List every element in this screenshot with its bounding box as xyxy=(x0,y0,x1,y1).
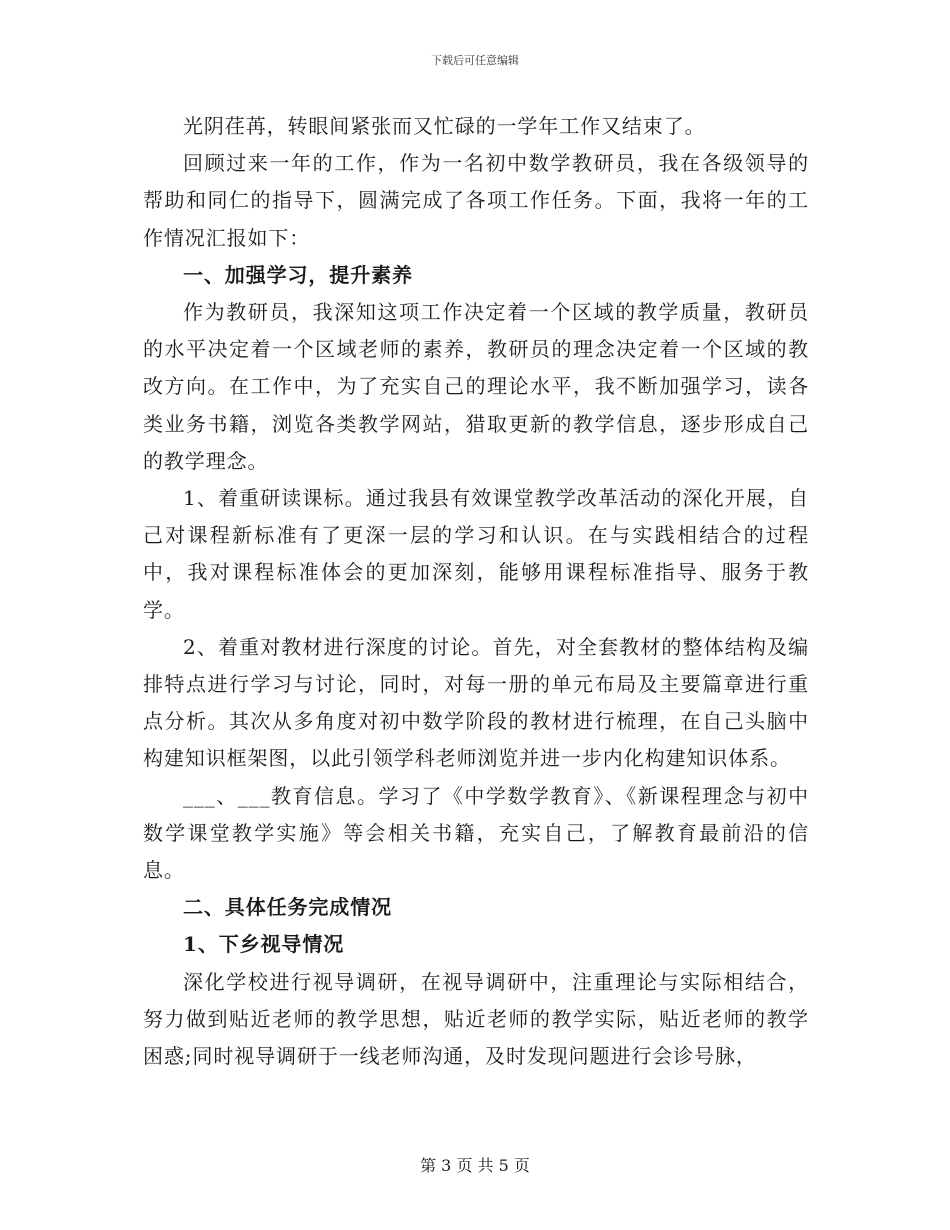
section-heading-study: 一、加强学习，提升素养 xyxy=(183,262,413,287)
paragraph-intro: 光阴荏苒，转眼间紧张而又忙碌的一学年工作又结束了。 xyxy=(183,114,706,138)
paragraph-curriculum: 1、着重研读课标。通过我县有效课堂教学改革活动的深化开展，自己对课程新标准有了更深一层的学习和认识。在与实践相结合的过程中，我对课程标准体会的更加深刻，能够用课程标准指导、服务于教学。 xyxy=(143,486,809,622)
subsection-heading-visits: 1、下乡视导情况 xyxy=(183,932,345,957)
page-header: 下载后可任意编辑 xyxy=(431,54,519,67)
paragraph-visits: 深化学校进行视导调研，在视导调研中，注重理论与实际相结合，努力做到贴近老师的教学思想，贴近老师的教学实际，贴近老师的教学困惑;同时视导调研于一线老师沟通，及时发现问题进行会诊号脉， xyxy=(143,969,809,1069)
page-footer: 第 3 页 共 5 页 xyxy=(420,1156,530,1175)
paragraph-textbook: 2、着重对教材进行深度的讨论。首先，对全套教材的整体结构及编排特点进行学习与讨论，同时，对每一册的单元布局及主要篇章进行重点分析。其次从多角度对初中数学阶段的教材进行梳理，在自己头脑中构建知识框架图，以此引领学科老师浏览并进一步内化构建知识体系。 xyxy=(143,634,809,771)
paragraph-study: 作为教研员，我深知这项工作决定着一个区域的教学质量，教研员的水平决定着一个区域老师的素养，教研员的理念决定着一个区域的教改方向。在工作中，为了充实自己的理论水平，我不断加强学习，读各类业务书籍，浏览各类教学网站，猎取更新的教学信息，逐步形成自己的教学理念。 xyxy=(143,300,809,473)
paragraph-review: 回顾过来一年的工作，作为一名初中数学教研员，我在各级领导的帮助和同仁的指导下，圆满完成了各项工作任务。下面，我将一年的工作情况汇报如下： xyxy=(143,151,809,250)
document-body xyxy=(143,108,809,1075)
paragraph-education-info: ___、___教育信息。学习了《中学数学教育》、《新课程理念与初中数学课堂教学实施》等会相关书籍，充实自己，了解教育最前沿的信息。 xyxy=(143,783,809,883)
section-heading-tasks: 二、具体任务完成情况 xyxy=(183,895,392,920)
